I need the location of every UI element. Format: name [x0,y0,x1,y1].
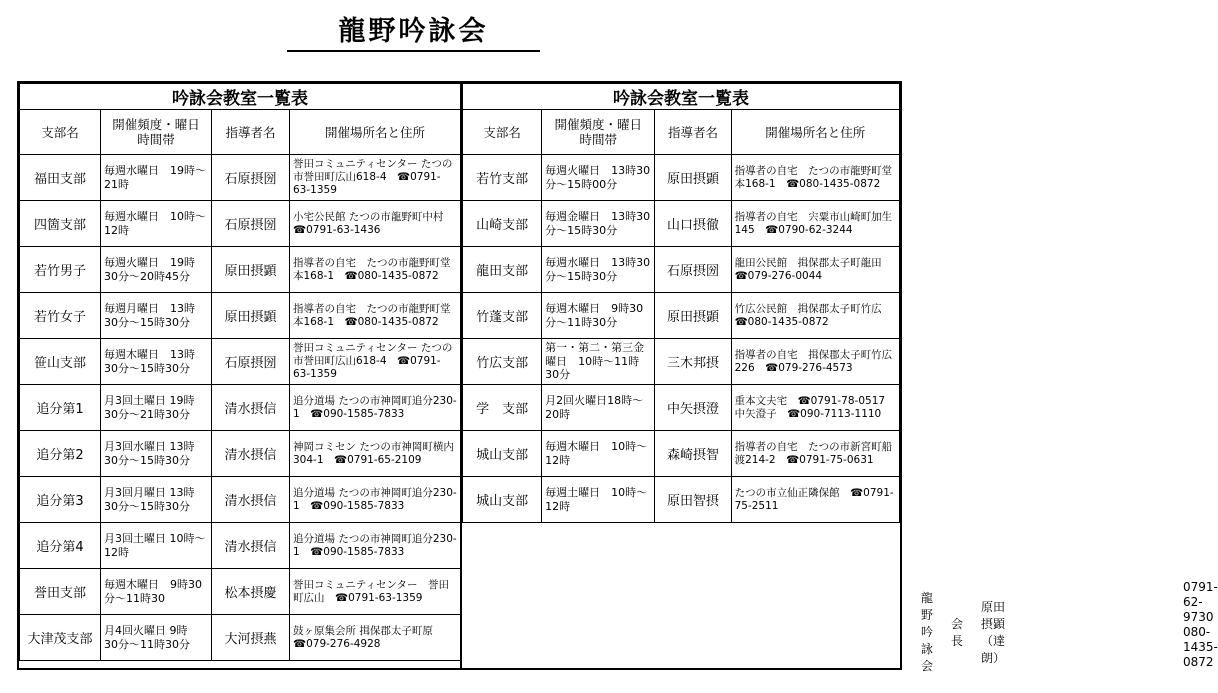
schedule-cell: 月4回火曜日 9時 30分～11時30分 [101,615,212,661]
schedule-cell: 月2回火曜日18時～20時 [542,385,655,431]
instructor-cell: 清水摂信 [212,477,290,523]
venue-cell: 指導者の自宅 たつの市新宮町船渡214-2 ☎0791-75-0631 [731,431,899,477]
venue-cell: 指導者の自宅 揖保郡太子町竹広226 ☎079-276-4573 [731,339,899,385]
instructor-cell: 原田摂顕 [212,247,290,293]
instructor-cell: 中矢摂澄 [655,385,731,431]
venue-cell: 重本文夫宅 ☎0791-78-0517 中矢澄子 ☎090-7113-1110 [731,385,899,431]
branch-cell: 若竹支部 [463,155,542,201]
schedule-cell: 毎週火曜日 19時30分～20時45分 [101,247,212,293]
table-row [463,293,900,339]
instructor-cell: 清水摂信 [212,431,290,477]
instructor-cell: 大河摂燕 [212,615,290,661]
right-table-panel [462,83,1218,673]
col-header-schedule: 開催頻度・曜日 時間帯 [101,110,212,155]
schedule-cell: 毎週木曜日 9時30分～11時30 [101,569,212,615]
instructor-cell: 三木邦摂 [655,339,731,385]
branch-cell: 大津茂支部 [20,615,101,661]
col-header-branch: 支部名 [463,110,542,155]
schedule-cell: 毎週木曜日 13時30分～15時30分 [101,339,212,385]
schedule-cell: 第一・第二・第三金曜日 10時～11時30分 [542,339,655,385]
instructor-cell: 石原摂圀 [655,247,731,293]
table-row [20,155,461,201]
branch-cell: 四箇支部 [20,201,101,247]
instructor-cell: 石原摂圀 [212,339,290,385]
right-table-heading: 吟詠会教室一覧表 [463,84,900,110]
table-row [20,247,461,293]
right-classroom-table [462,83,900,523]
contact-role: 会長 [951,616,964,648]
venue-cell: 小宅公民館 たつの市龍野町中村 ☎0791-63-1436 [290,201,461,247]
schedule-cell: 毎週月曜日 13時30分～15時30分 [101,293,212,339]
venue-cell: 追分道場 たつの市神岡町追分230-1 ☎090-1585-7833 [290,385,461,431]
instructor-cell: 原田摂顕 [655,293,731,339]
contact-phone-2: 080-1435-0872 [1183,625,1218,669]
schedule-cell: 毎週水曜日 19時～21時 [101,155,212,201]
table-row [463,477,900,523]
schedule-cell: 月3回土曜日 10時～12時 [101,523,212,569]
schedule-cell: 毎週火曜日 13時30分～15時00分 [542,155,655,201]
venue-cell: 指導者の自宅 たつの市龍野町堂本168-1 ☎080-1435-0872 [290,293,461,339]
schedule-cell: 月3回月曜日 13時30分～15時30分 [101,477,212,523]
schedule-cell: 毎週木曜日 9時30分～11時30分 [542,293,655,339]
branch-cell: 竹広支部 [463,339,542,385]
table-row [463,247,900,293]
instructor-cell: 原田摂顕 [655,155,731,201]
page-title: 龍野吟詠会 [287,14,540,52]
schedule-cell: 月3回土曜日 19時30分～21時30分 [101,385,212,431]
instructor-cell: 清水摂信 [212,385,290,431]
instructor-cell: 森崎摂智 [655,431,731,477]
branch-cell: 追分第4 [20,523,101,569]
branch-cell: 山崎支部 [463,201,542,247]
left-table-heading: 吟詠会教室一覧表 [20,84,461,110]
venue-cell: 誉田コミュニティセンター たつの市誉田町広山618-4 ☎0791-63-1359 [290,155,461,201]
instructor-cell: 清水摂信 [212,523,290,569]
col-header-venue: 開催場所名と住所 [731,110,899,155]
table-row [20,201,461,247]
left-table-panel [19,83,462,668]
venue-cell: たつの市立仙正隣保館 ☎0791-75-2511 [731,477,899,523]
venue-cell: 指導者の自宅 たつの市龍野町堂本168-1 ☎080-1435-0872 [290,247,461,293]
branch-cell: 龍田支部 [463,247,542,293]
branch-cell: 追分第2 [20,431,101,477]
table-row [463,431,900,477]
venue-cell: 追分道場 たつの市神岡町追分230-1 ☎090-1585-7833 [290,523,461,569]
schedule-cell: 毎週水曜日 10時～12時 [101,201,212,247]
branch-cell: 城山支部 [463,477,542,523]
contact-line [921,589,1018,674]
instructor-cell: 原田摂顕 [212,293,290,339]
schedule-cell: 毎週土曜日 10時～12時 [542,477,655,523]
col-header-venue: 開催場所名と住所 [290,110,461,155]
table-row [20,339,461,385]
branch-cell: 城山支部 [463,431,542,477]
col-header-instructor: 指導者名 [212,110,290,155]
branch-cell: 若竹男子 [20,247,101,293]
schedule-cell: 月3回水曜日 13時30分～15時30分 [101,431,212,477]
contact-org: 龍野吟詠会 [921,591,934,673]
contact-name: 原田 摂顕（達朗） [981,599,1018,665]
contact-phones [1183,580,1218,670]
table-row [20,431,461,477]
schedule-cell: 毎週木曜日 10時～12時 [542,431,655,477]
table-row [20,293,461,339]
classroom-list-sheet [17,81,1218,673]
col-header-schedule: 開催頻度・曜日 時間帯 [542,110,655,155]
branch-cell: 学 支部 [463,385,542,431]
table-row [463,201,900,247]
branch-cell: 笹山支部 [20,339,101,385]
col-header-branch: 支部名 [20,110,101,155]
branch-cell: 若竹女子 [20,293,101,339]
branch-cell: 誉田支部 [20,569,101,615]
venue-cell: 誉田コミュニティセンター 誉田町広山 ☎0791-63-1359 [290,569,461,615]
branch-cell: 追分第1 [20,385,101,431]
contact-phone-1: 0791-62-9730 [1183,580,1218,624]
left-classroom-table [19,83,461,661]
schedule-cell: 毎週金曜日 13時30分～15時30分 [542,201,655,247]
schedule-cell: 毎週水曜日 13時30分～15時30分 [542,247,655,293]
table-row [20,615,461,661]
venue-cell: 誉田コミュニティセンター たつの市誉田町広山618-4 ☎0791-63-1359 [290,339,461,385]
instructor-cell: 原田智摂 [655,477,731,523]
venue-cell: 龍田公民館 揖保郡太子町龍田 ☎079-276-0044 [731,247,899,293]
venue-cell: 神岡コミセン たつの市神岡町横内304-1 ☎0791-65-2109 [290,431,461,477]
instructor-cell: 山口摂徹 [655,201,731,247]
table-row [20,523,461,569]
instructor-cell: 松本摂慶 [212,569,290,615]
venue-cell: 竹広公民館 揖保郡太子町竹広 ☎080-1435-0872 [731,293,899,339]
table-row [463,385,900,431]
branch-cell: 福田支部 [20,155,101,201]
venue-cell: 指導者の自宅 宍粟市山崎町加生145 ☎0790-62-3244 [731,201,899,247]
venue-cell: 鼓ヶ原集会所 揖保郡太子町原 ☎079-276-4928 [290,615,461,661]
table-row [20,569,461,615]
table-row [463,339,900,385]
venue-cell: 指導者の自宅 たつの市龍野町堂本168-1 ☎080-1435-0872 [731,155,899,201]
table-row [20,477,461,523]
branch-cell: 追分第3 [20,477,101,523]
col-header-instructor: 指導者名 [655,110,731,155]
branch-cell: 竹蓬支部 [463,293,542,339]
table-row [463,155,900,201]
venue-cell: 追分道場 たつの市神岡町追分230-1 ☎090-1585-7833 [290,477,461,523]
table-row [20,385,461,431]
instructor-cell: 石原摂圀 [212,155,290,201]
instructor-cell: 石原摂圀 [212,201,290,247]
